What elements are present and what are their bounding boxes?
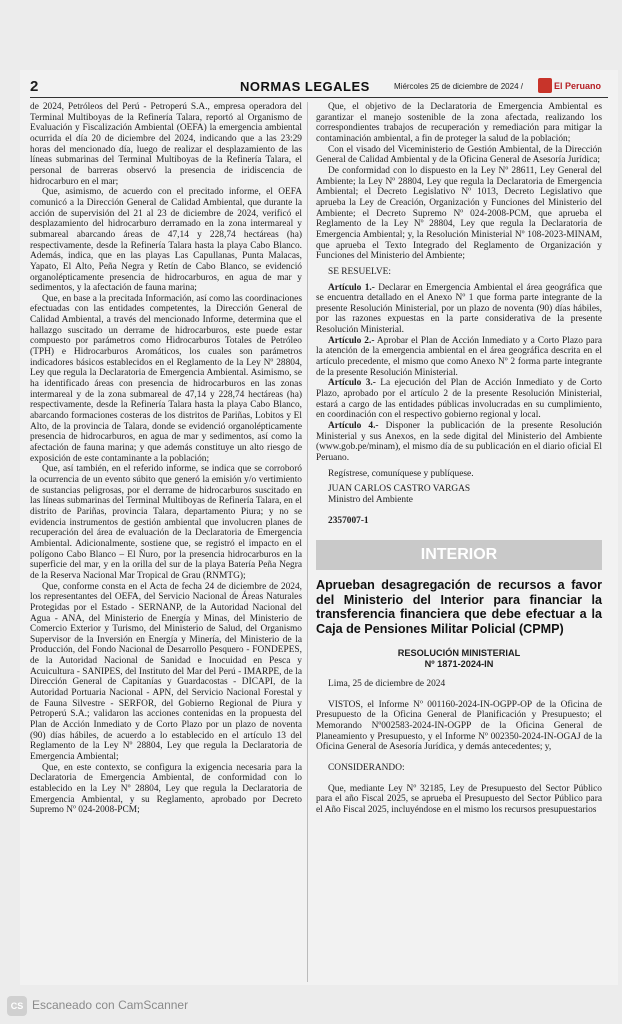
right-column <box>316 102 602 816</box>
article-label: Artículo 3.- <box>328 378 376 389</box>
document-code: 2357007-1 <box>328 515 369 526</box>
publication-date: Miércoles 25 de diciembre de 2024 / <box>394 82 523 91</box>
resolution-number: Nº 1871-2024-IN <box>424 658 494 669</box>
article-label: Artículo 2.- <box>328 335 375 346</box>
article-label: Artículo 1.- <box>328 282 375 293</box>
paragraph: De conformidad con lo dispuesto en la Ley Nº 28611, Ley General del Ambiente; la Ley Nº 28804, Ley que regula la Declaratoria de Emergencia Ambiental; el Decreto Legislativo Nº 1013, Decreto Legislativo que aprueba la Ley de Creación, Organización y Funciones del Ministerio del Ambiente; el Decreto Supremo Nº 024-2008-PCM, que aprueba el Reglamento de la Ley Nº 28804, Ley que regula la Declaratoria de Emergencia Ambiental; y, la Resolución Ministerial Nº 108-2023-MINAM, que aprueba el Texto Integrado del Reglamento de Organización y Funciones del Ministerio del Ambiente; <box>316 165 602 262</box>
page-header <box>30 78 608 96</box>
vistos: VISTOS, el Informe Nº 001160-2024-IN-OGPP-OP de la Oficina de Presupuesto de la Oficina General de Planificación y Presupuesto; el Memorando Nº002583-2024-IN-OGPP de la Oficina General de Planeamiento y Presupuesto, y el Informe Nº 002350-2024-IN-OGAJ de la Oficina General de Asesoría Jurídica, y demás antecedentes; y, <box>316 699 602 753</box>
page-number: 2 <box>30 78 39 95</box>
resolution-title: RESOLUCIÓN MINISTERIAL <box>397 647 521 658</box>
paragraph: Con el visado del Viceministerio de Gestión Ambiental, de la Dirección General de Calidad Ambiental y de la Oficina General de Asesoría Jurídica; <box>316 144 602 166</box>
paragraph: Que, asimismo, de acuerdo con el precitado informe, el OEFA comunicó a la Dirección General de Calidad Ambiental, que durante la acción de supervisión del 21 al 23 de diciembre de 2024, verificó el desplazamiento del hidrocarburo derramado en la zona intermareal y submareal abarcando áreas de 47,14 y 228,74 hectáreas (ha) respectivamente, desde la Refinería Talara hasta la playa Cabo Blanco. Además, indica, que en las playas Las Capullanas, Punta Malacas, Yapato, El Alto, Peña Negra y Retín de Cabo Blanco, se evidenció organolépticamente presencia de hidrocarburos, en agua de mar y sedimentos, y la afectación de fauna marina; <box>30 187 302 294</box>
paragraph: Que, en este contexto, se configura la exigencia necesaria para la Declaratoria de Emergencia Ambiental, de conformidad con lo establecido en la Ley Nº 28804, Ley que regula la Declaratoria de Emergencia Ambiental, y su Reglamento, aprobado por Decreto Supremo Nº 024-2008-PCM; <box>30 762 302 816</box>
scanner-watermark: Escaneado con CamScanner <box>32 998 189 1012</box>
signer-title: Ministro del Ambiente <box>328 494 413 505</box>
article-text: Disponer la publicación de la presente Resolución Ministerial y sus Anexos, en la sede digital del Ministerio del Ambiente (www.gob.pe/minam), el mismo día de su publicación en el diario oficial El Peruano. <box>316 421 602 463</box>
place-date: Lima, 25 de diciembre de 2024 <box>328 679 446 690</box>
section-banner: INTERIOR <box>316 540 602 570</box>
se-resuelve: SE RESUELVE: <box>328 266 391 277</box>
scanner-footer <box>0 990 622 1024</box>
column-divider <box>307 102 308 982</box>
article-label: Artículo 4.- <box>328 421 379 432</box>
el-peruano-logo <box>538 78 601 93</box>
header-rule <box>30 97 608 98</box>
article-text: Aprobar el Plan de Acción Inmediato y a Corto Plazo para la atención de la emergencia ambiental en el área geográfica descrita en el artículo precedente, el mismo que como Anexo Nº 2 forma parte integrante de la presente Resolución Ministerial. <box>316 335 602 378</box>
coat-of-arms-icon <box>538 78 552 93</box>
article <box>316 378 602 421</box>
left-column <box>30 102 302 816</box>
article <box>316 283 602 336</box>
article-headline: Aprueban desagregación de recursos a favor del Ministerio del Interior para financiar la transferencia financiera que debe efectuar a la Caja de Pensiones Militar Policial (CPMP) <box>316 578 602 636</box>
camscanner-icon: CS <box>7 996 27 1016</box>
considerando: CONSIDERANDO: <box>328 763 405 774</box>
paragraph: Que, mediante Ley Nº 32185, Ley de Presupuesto del Sector Público para el año Fiscal 2025, se aprueba el Presupuesto del Sector Público para el Año Fiscal 2025, incluyéndose en el mismo los recursos presupuestarios <box>316 783 602 815</box>
paragraph: Que, en base a la precitada Información, así como las coordinaciones efectuadas con las entidades competentes, la Dirección General de Calidad Ambiental, a través del mencionado Informe, determina que el hallazgo suscitado un derrame de hidrocarburos, este puede estar compuesto por parámetros como Hidrocarburos Totales de Petróleo (TPH) e Hidrocarburos Aromáticos, los cuales son parámetros indicadores básicos establecidos en el Reglamento de la Ley Nº 28804, Ley que regula la Declaratoria de Emergencia Ambiental. Asimismo, se ha identificado áreas con presencia de hidrocarburos en las zonas intermareal y de la zona submareal de 47,14 y 228,74 hectáreas (ha) respectivamente, desde la Refinería Talara hasta la playa Cabo Blanco, abarcando formaciones costeras de los distritos de Pariñas, Lobitos y El Alto, de la provincia de Talara, donde se evidenció organolépticamente presencia de hidrocarburos, en agua de mar y sedimentos, así como la afectación de fauna marina; y que además constituye un alto riesgo de exposición de este contaminante a la población; <box>30 293 302 464</box>
paragraph: Que, el objetivo de la Declaratoria de Emergencia Ambiental es garantizar el manejo sostenible de la zona afectada, realizando los correspondientes trabajos de recuperación y remediación para mitigar la contaminación ambiental, a fin de proteger la salud de la población; <box>316 102 602 144</box>
paragraph: Que, así también, en el referido informe, se indica que se corroboró la ocurrencia de un evento súbito que generó la emisión y/o vertimiento de sustancias peligrosas, por el derrame de hidrocarburos suscitado en las líneas submarinas del Terminal Multiboyas de Refinería Talara, en el distrito de Pariñas, provincia Talara, departamento Piura; y no se evidencia instrumentos de gestión ambiental que involucren planes de recuperación del área de evaluación de la Declaratoria de Emergencia Ambiental. Adicionalmente, sostiene que, se registró el impacto en el polígono Cabo Blanco – El Ñuro, por la presencia hidrocarburos en la superficie del mar, y en la orilla del sur de la playa Batería Peña Negra de la Reserva Nacional Mar Tropical de Grau (RNMTG); <box>30 464 302 581</box>
paragraph: Que, conforme consta en el Acta de fecha 24 de diciembre de 2024, los representantes del OEFA, del Servicio Nacional de Áreas Naturales Protegidas por el Estado - SERNANP, de la Autoridad Nacional del Agua - ANA, del Ministerio de Energía y Minas, del Ministerio de Comercio Exterior y Turismo, del Ministerio de Salud, del Organismo Supervisor de la Inversión en Energía y Minería, del Ministerio de la Producción, del Fondo Nacional de Desarrollo Pesquero - FONDEPES, de la Autoridad Nacional de Sanidad e Inocuidad en Pesca y Acuicultura - SANIPES, del Instituto del Mar del Perú - IMARPE, de la Dirección General de Capitanías y Guardacostas - DICAPI, de la Autoridad Portuaria Nacional - APN, del Servicio Nacional Forestal y de Fauna Silvestre - SERFOR, del Gobierno Regional de Piura y Petroperú S.A.; validaron las acciones contenidas en la propuesta del Plan de Acción Inmediato y de Corto Plazo por un plazo de noventa (90) días hábiles, de acuerdo a lo establecido en el artículo 13 del Reglamento de la Ley Nº 28804, Ley que regula la Declaratoria de Emergencia Ambiental; <box>30 581 302 763</box>
article <box>316 421 602 464</box>
signer-name: JUAN CARLOS CASTRO VARGAS <box>328 484 471 495</box>
article-text: Declarar en Emergencia Ambiental el área geográfica que se encuentra detallado en el Anexo Nº 1 que forma parte integrante de la presente Resolución Ministerial, por un plazo de noventa (90) días hábiles, por las razones expuestas en la parte considerativa de la presente Resolución Ministerial. <box>316 282 602 336</box>
section-name: NORMAS LEGALES <box>240 79 370 94</box>
article <box>316 336 602 379</box>
article-text: La ejecución del Plan de Acción Inmediato y de Corto Plazo, aprobado por el artículo 2 de la presente Resolución Ministerial, estará a cargo de las entidades públicas involucradas en su cumplimiento, en coordinación con el respectivo gobierno regional y local. <box>316 378 602 421</box>
paragraph: de 2024, Petróleos del Perú - Petroperú S.A., empresa operadora del Terminal Multiboyas de la Refinería Talara, reportó al Organismo de Evaluación y Fiscalización Ambiental (OEFA) la emergencia ambiental ocurrida el día 20 de diciembre del 2024, indicando que a las 23:29 horas del mencionado día, luego de realizar el desplazamiento de las líneas submarinas del Terminal Multiboyas de la Refinería Talara, el personal de barreras observó la presencia de iridiscencia de hidrocarburo en el mar; <box>30 102 302 187</box>
newspaper-name: El Peruano <box>554 80 602 91</box>
closing-formula: Regístrese, comuníquese y publíquese. <box>328 468 474 479</box>
